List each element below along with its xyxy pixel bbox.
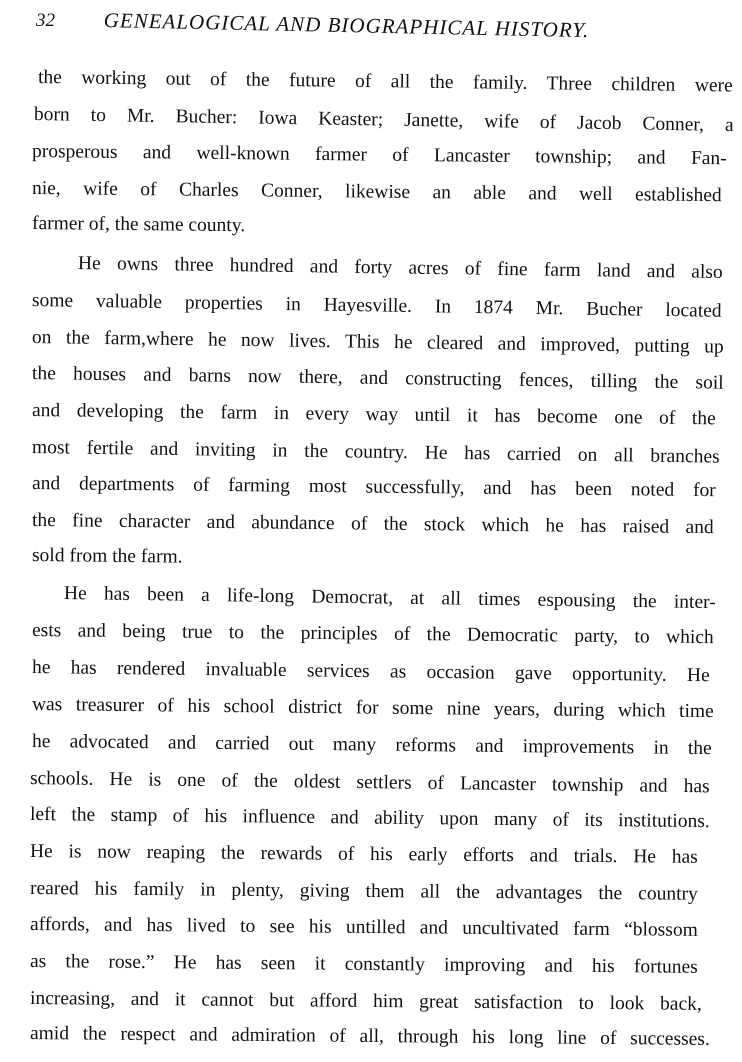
text-line [30, 950, 742, 980]
text-line-content: most fertile and inviting in the country. He has carried on all branches [31, 437, 720, 468]
text-line-content: on the farm,where he now lives. This he cleared and improved, putting up [31, 327, 724, 358]
text-line [30, 913, 742, 943]
text-line [32, 326, 742, 360]
text-line [32, 730, 742, 762]
text-line-content: schools. He is one of the oldest settlers of Lancaster township and has [29, 768, 710, 798]
text-line [34, 103, 742, 139]
text-line [32, 362, 742, 396]
text-line-content: amid the respect and admiration of all, through his long line of successes. [29, 1023, 710, 1050]
text-line [32, 177, 742, 209]
text-line-content: some valuable properties in Hayesville. In 1874 Mr. Bucher located [31, 290, 722, 322]
text-line-content: farmer of, the same county. [31, 213, 246, 237]
text-line [32, 212, 742, 244]
text-line-content: affords, and has lived to see his untilled and uncultivated farm “blossom [29, 914, 698, 941]
text-line [32, 509, 742, 541]
text-line-content: He has been a life-long Democrat, at all times espousing the inter- [63, 583, 716, 614]
text-line [32, 436, 742, 470]
text-line [32, 656, 742, 689]
page-number: 32 [36, 10, 55, 31]
text-line [30, 1022, 742, 1052]
running-title: GENEALOGICAL AND BIOGRAPHICAL HISTORY. [103, 8, 590, 43]
text-line [30, 987, 742, 1017]
text-line-content: ests and being true to the principles of the Democratic party, to which [31, 620, 714, 649]
text-line-content: the fine character and abundance of the stock which he has raised and [31, 510, 714, 539]
text-line-content: reared his family in plenty, giving them all the advantages the country [29, 878, 698, 905]
text-line-content: the houses and barns now there, and constructing fences, tilling the soil [31, 363, 724, 394]
text-line-content: left the stamp of his influence and ability upon many of its institutions. [29, 804, 710, 833]
text-line-content: was treasurer of his school district for some nine years, during which time [31, 694, 714, 723]
text-line [32, 544, 742, 576]
text-line-content: prosperous and well-known farmer of Lancaster township; and Fan- [31, 141, 727, 170]
page-header [36, 6, 726, 43]
text-line-content: He is now reaping the rewards of his early efforts and trials. He has [29, 841, 698, 868]
text-line [32, 399, 742, 432]
text-line [30, 767, 742, 800]
text-line-content: nie, wife of Charles Conner, likewise an able and well established [31, 178, 722, 207]
text-line-content: he advocated and carried out many reforms and improvements in the [31, 731, 712, 760]
text-line-content: he has rendered invaluable services as occasion gave opportunity. He [31, 657, 710, 687]
text-line [30, 877, 742, 907]
text-line-content: He owns three hundred and forty acres of fine farm land and also [77, 253, 723, 284]
text-line [30, 803, 742, 835]
text-line-content: and developing the farm in every way until it has become one of the [31, 400, 716, 430]
text-line-content: and departments of farming most successfully, and has been noted for [31, 473, 716, 502]
text-line [32, 693, 742, 725]
text-line-content: born to Mr. Bucher: Iowa Keaster; Janette, wife of Jacob Conner, a [33, 104, 734, 136]
text-line [30, 840, 742, 870]
text-line-content: the working out of the future of all the family. Three children were [37, 67, 733, 97]
text-line-content: as the rose.” He has seen it constantly improving and his fortunes [29, 951, 698, 978]
text-line [32, 140, 742, 172]
text-line [78, 252, 742, 286]
text-line [32, 619, 742, 651]
text-line-content: increasing, and it cannot but afford him great satisfaction to look back, [29, 988, 702, 1015]
text-line [64, 582, 742, 616]
text-line [32, 472, 742, 504]
text-line-content: sold from the farm. [31, 545, 183, 568]
text-line [32, 289, 742, 325]
text-line [38, 66, 742, 99]
